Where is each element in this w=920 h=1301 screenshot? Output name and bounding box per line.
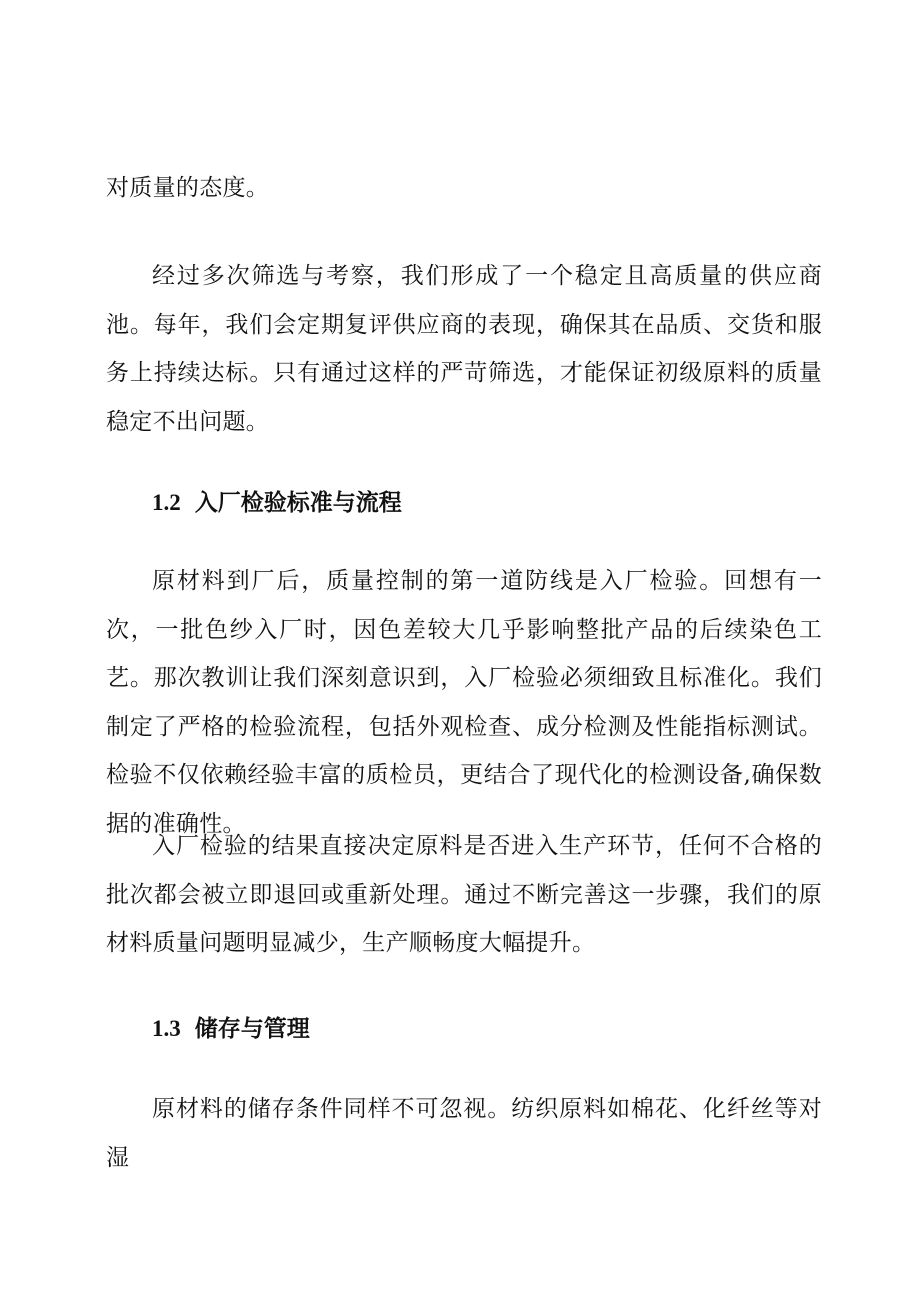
paragraph-incoming-inspection: 原材料到厂后，质量控制的第一道防线是入厂检验。回想有一次，一批色纱入厂时，因色差较大几乎影响整批产品的后续染色工艺。那次教训让我们深刻意识到，入厂检验必须细致且标准化。我们制定了严格的检验流程，包括外观检查、成分检测及性能指标测试。检验不仅依赖经验丰富的质检员，更结合了现代化的检测设备,确保数据的准确性。 (106, 568, 822, 837)
section-title: 入厂检验标准与流程 (194, 490, 402, 516)
paragraph-continuation: 对质量的态度。 (106, 175, 270, 201)
section-heading-1-3 (152, 1014, 310, 1044)
paragraph-supplier-pool: 经过多次筛选与考察，我们形成了一个稳定且高质量的供应商池。每年，我们会定期复评供应商的表现，确保其在品质、交货和服务上持续达标。只有通过这样的严苛筛选，才能保证初级原料的质量稳定不出问题。 (106, 263, 822, 435)
section-number: 1.2 (152, 490, 181, 515)
section-number: 1.3 (152, 1016, 181, 1041)
paragraph-inspection-results: 入厂检验的结果直接决定原料是否进入生产环节，任何不合格的批次都会被立即退回或重新处理。通过不断完善这一步骤，我们的原材料质量问题明显减少，生产顺畅度大幅提升。 (106, 833, 822, 956)
paragraph-storage: 原材料的储存条件同样不可忽视。纺织原料如棉花、化纤丝等对湿 (106, 1096, 822, 1171)
section-heading-1-2 (152, 488, 402, 518)
section-title: 储存与管理 (194, 1016, 310, 1042)
